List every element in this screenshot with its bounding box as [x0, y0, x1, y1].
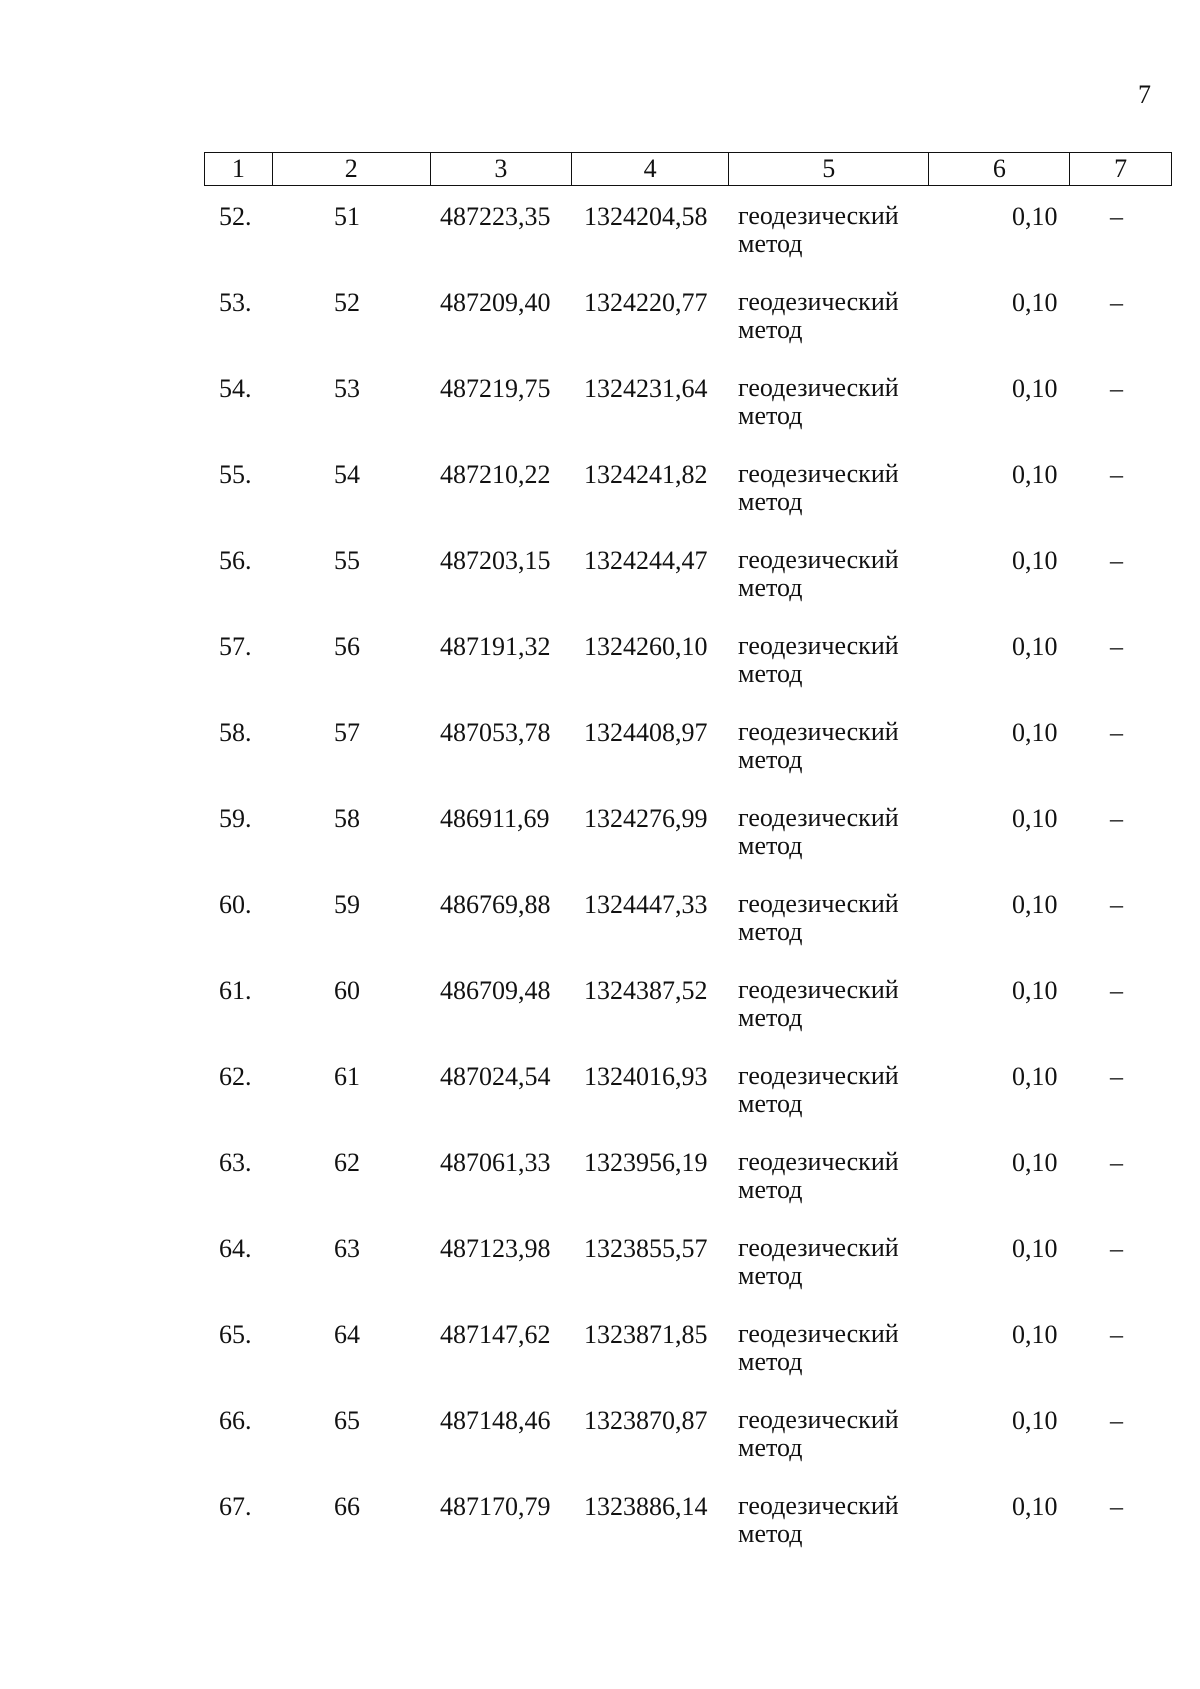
point-id: 59 — [334, 890, 360, 919]
point-id: 63 — [334, 1234, 360, 1263]
method-line-1: геодезический — [738, 631, 899, 660]
coordinate-y: 1324244,47 — [584, 546, 708, 575]
table-row — [0, 890, 1200, 976]
row-number: 64. — [219, 1234, 252, 1263]
point-id: 66 — [334, 1492, 360, 1521]
row-number: 63. — [219, 1148, 252, 1177]
table-row — [0, 546, 1200, 632]
accuracy: 0,10 — [1012, 1320, 1058, 1349]
method-line-2: метод — [738, 1089, 803, 1118]
accuracy: 0,10 — [1012, 1492, 1058, 1521]
accuracy: 0,10 — [1012, 976, 1058, 1005]
method-line-2: метод — [738, 1003, 803, 1032]
accuracy: 0,10 — [1012, 1148, 1058, 1177]
method-line-1: геодезический — [738, 803, 899, 832]
note: – — [1110, 288, 1123, 317]
coordinate-x: 487219,75 — [440, 374, 551, 403]
header-col-2: 2 — [273, 153, 431, 185]
accuracy: 0,10 — [1012, 202, 1058, 231]
point-id: 58 — [334, 804, 360, 833]
accuracy: 0,10 — [1012, 804, 1058, 833]
accuracy: 0,10 — [1012, 1062, 1058, 1091]
point-id: 62 — [334, 1148, 360, 1177]
method-line-1: геодезический — [738, 287, 899, 316]
coordinate-y: 1324260,10 — [584, 632, 708, 661]
row-number: 58. — [219, 718, 252, 747]
row-number: 57. — [219, 632, 252, 661]
coordinate-x: 486911,69 — [440, 804, 550, 833]
method-line-1: геодезический — [738, 1147, 899, 1176]
note: – — [1110, 976, 1123, 1005]
coordinate-y: 1323870,87 — [584, 1406, 708, 1435]
method-line-1: геодезический — [738, 1061, 899, 1090]
row-number: 55. — [219, 460, 252, 489]
table-row — [0, 460, 1200, 546]
coordinate-x: 487147,62 — [440, 1320, 551, 1349]
coordinate-y: 1323871,85 — [584, 1320, 708, 1349]
note: – — [1110, 1320, 1123, 1349]
coordinate-y: 1324220,77 — [584, 288, 708, 317]
point-id: 55 — [334, 546, 360, 575]
row-number: 66. — [219, 1406, 252, 1435]
coordinate-x: 487123,98 — [440, 1234, 551, 1263]
header-col-5: 5 — [729, 153, 930, 185]
note: – — [1110, 1148, 1123, 1177]
point-id: 57 — [334, 718, 360, 747]
point-id: 61 — [334, 1062, 360, 1091]
coordinate-y: 1324387,52 — [584, 976, 708, 1005]
method-line-2: метод — [738, 229, 803, 258]
coordinate-y: 1323956,19 — [584, 1148, 708, 1177]
method — [738, 890, 899, 946]
method — [738, 718, 899, 774]
coordinate-y: 1324231,64 — [584, 374, 708, 403]
header-col-1: 1 — [205, 153, 273, 185]
point-id: 53 — [334, 374, 360, 403]
table-row — [0, 288, 1200, 374]
accuracy: 0,10 — [1012, 460, 1058, 489]
method — [738, 632, 899, 688]
method-line-2: метод — [738, 1347, 803, 1376]
accuracy: 0,10 — [1012, 546, 1058, 575]
coordinate-y: 1324241,82 — [584, 460, 708, 489]
page-number: 7 — [1138, 80, 1151, 109]
table-row — [0, 374, 1200, 460]
method-line-2: метод — [738, 1519, 803, 1548]
row-number: 60. — [219, 890, 252, 919]
coordinate-x: 487191,32 — [440, 632, 551, 661]
point-id: 54 — [334, 460, 360, 489]
method — [738, 1062, 899, 1118]
table-row — [0, 1406, 1200, 1492]
method-line-1: геодезический — [738, 1233, 899, 1262]
note: – — [1110, 374, 1123, 403]
row-number: 53. — [219, 288, 252, 317]
method — [738, 1148, 899, 1204]
note: – — [1110, 718, 1123, 747]
method — [738, 202, 899, 258]
coordinate-y: 1323886,14 — [584, 1492, 708, 1521]
table-row — [0, 1234, 1200, 1320]
table-row — [0, 1492, 1200, 1578]
method-line-2: метод — [738, 487, 803, 516]
accuracy: 0,10 — [1012, 632, 1058, 661]
coordinate-y: 1323855,57 — [584, 1234, 708, 1263]
table-header — [204, 152, 1172, 186]
method-line-1: геодезический — [738, 1319, 899, 1348]
row-number: 54. — [219, 374, 252, 403]
point-id: 60 — [334, 976, 360, 1005]
method — [738, 976, 899, 1032]
note: – — [1110, 1406, 1123, 1435]
row-number: 61. — [219, 976, 252, 1005]
coordinate-y: 1324408,97 — [584, 718, 708, 747]
table-row — [0, 1320, 1200, 1406]
note: – — [1110, 1492, 1123, 1521]
note: – — [1110, 546, 1123, 575]
method-line-2: метод — [738, 401, 803, 430]
table-row — [0, 1062, 1200, 1148]
coordinate-x: 487061,33 — [440, 1148, 551, 1177]
row-number: 67. — [219, 1492, 252, 1521]
table-row — [0, 976, 1200, 1062]
coordinate-x: 487203,15 — [440, 546, 551, 575]
note: – — [1110, 1062, 1123, 1091]
coordinate-x: 487210,22 — [440, 460, 551, 489]
coordinate-x: 486709,48 — [440, 976, 551, 1005]
coordinate-y: 1324204,58 — [584, 202, 708, 231]
method — [738, 460, 899, 516]
method — [738, 546, 899, 602]
row-number: 52. — [219, 202, 252, 231]
method-line-1: геодезический — [738, 889, 899, 918]
header-col-3: 3 — [431, 153, 573, 185]
method-line-2: метод — [738, 1175, 803, 1204]
coordinate-x: 487209,40 — [440, 288, 551, 317]
accuracy: 0,10 — [1012, 1406, 1058, 1435]
method — [738, 288, 899, 344]
table-row — [0, 804, 1200, 890]
accuracy: 0,10 — [1012, 890, 1058, 919]
coordinate-x: 487170,79 — [440, 1492, 551, 1521]
accuracy: 0,10 — [1012, 374, 1058, 403]
table-row — [0, 1148, 1200, 1234]
method — [738, 804, 899, 860]
method-line-1: геодезический — [738, 975, 899, 1004]
method-line-2: метод — [738, 315, 803, 344]
method-line-2: метод — [738, 573, 803, 602]
point-id: 56 — [334, 632, 360, 661]
coordinate-x: 487223,35 — [440, 202, 551, 231]
table-row — [0, 718, 1200, 804]
method — [738, 1492, 899, 1548]
coordinate-y: 1324276,99 — [584, 804, 708, 833]
row-number: 65. — [219, 1320, 252, 1349]
header-col-7: 7 — [1114, 154, 1128, 183]
coordinate-x: 487024,54 — [440, 1062, 551, 1091]
point-id: 51 — [334, 202, 360, 231]
coordinate-x: 487053,78 — [440, 718, 551, 747]
accuracy: 0,10 — [1012, 1234, 1058, 1263]
method-line-1: геодезический — [738, 201, 899, 230]
note: – — [1110, 1234, 1123, 1263]
method-line-2: метод — [738, 659, 803, 688]
accuracy: 0,10 — [1012, 718, 1058, 747]
method-line-1: геодезический — [738, 459, 899, 488]
row-number: 62. — [219, 1062, 252, 1091]
point-id: 52 — [334, 288, 360, 317]
row-number: 56. — [219, 546, 252, 575]
method-line-1: геодезический — [738, 373, 899, 402]
method — [738, 1234, 899, 1290]
method-line-2: метод — [738, 745, 803, 774]
header-col-6: 6 — [929, 153, 1070, 185]
method-line-1: геодезический — [738, 1405, 899, 1434]
coordinate-y: 1324447,33 — [584, 890, 708, 919]
method-line-1: геодезический — [738, 1491, 899, 1520]
note: – — [1110, 202, 1123, 231]
note: – — [1110, 890, 1123, 919]
method-line-2: метод — [738, 1433, 803, 1462]
point-id: 65 — [334, 1406, 360, 1435]
method — [738, 1320, 899, 1376]
header-col-4: 4 — [572, 153, 729, 185]
coordinate-x: 487148,46 — [440, 1406, 551, 1435]
method — [738, 374, 899, 430]
method — [738, 1406, 899, 1462]
row-number: 59. — [219, 804, 252, 833]
point-id: 64 — [334, 1320, 360, 1349]
method-line-1: геодезический — [738, 545, 899, 574]
method-line-1: геодезический — [738, 717, 899, 746]
method-line-2: метод — [738, 917, 803, 946]
table-body — [0, 202, 1200, 1578]
table-row — [0, 202, 1200, 288]
method-line-2: метод — [738, 1261, 803, 1290]
coordinate-x: 486769,88 — [440, 890, 551, 919]
method-line-2: метод — [738, 831, 803, 860]
note: – — [1110, 460, 1123, 489]
table-row — [0, 632, 1200, 718]
note: – — [1110, 804, 1123, 833]
accuracy: 0,10 — [1012, 288, 1058, 317]
coordinate-y: 1324016,93 — [584, 1062, 708, 1091]
note: – — [1110, 632, 1123, 661]
